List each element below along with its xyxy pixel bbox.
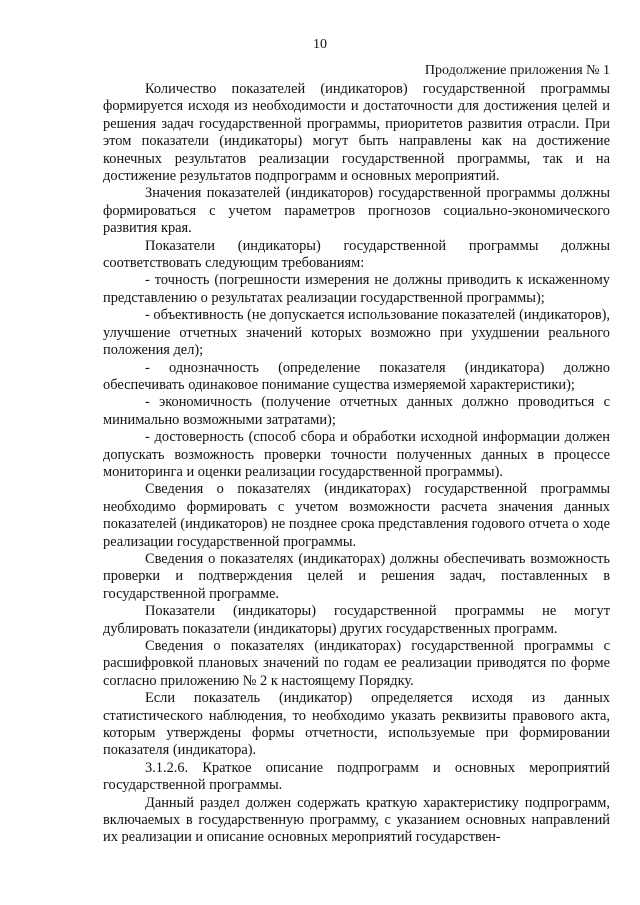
requirement-reliability: - достоверность (способ сбора и обработки исходной информации должен допускать возможность проверки точности полученных данных в процессе мониторинга и оценки реализации государственной программы). bbox=[103, 429, 610, 480]
requirement-economy: - экономичность (получение отчетных данных должно проводиться с минимально возможными затратами); bbox=[103, 394, 610, 428]
paragraph-annual-report: Сведения о показателях (индикаторах) государственной программы необходимо формировать с учетом возможности расчета значения данных показателей (индикаторов) не позднее срока представления годового отчета о ходе реализации государственной программы. bbox=[103, 481, 610, 550]
paragraph-appendix-2: Сведения о показателях (индикаторах) государственной программы с расшифровкой плановых значений по годам ее реализации приводятся по форме согласно приложению № 2 к настоящему Порядку. bbox=[103, 638, 610, 689]
requirement-unambiguity: - однозначность (определение показателя (индикатора) должно обеспечивать одинаковое понимание существа измеряемой характеристики); bbox=[103, 359, 610, 393]
requirement-objectivity: - объективность (не допускается использование показателей (индикаторов), улучшение отчетных значений которых возможно при ухудшении реального положения дел); bbox=[103, 307, 610, 359]
paragraph-indicator-values: Значения показателей (индикаторов) государственной программы должны формироваться с учетом параметров прогнозов социально-экономического развития края. bbox=[103, 185, 610, 237]
paragraph-subprogram-description: Данный раздел должен содержать краткую характеристику подпрограмм, включаемых в государственную программу, с указанием основных направлений их реализации и описание основных мероприятий государствен- bbox=[103, 794, 610, 846]
appendix-continuation-note: Продолжение приложения № 1 bbox=[424, 63, 610, 78]
paragraph-requirements-intro: Показатели (индикаторы) государственной программы должны соответствовать следующим требованиям: bbox=[103, 237, 610, 272]
paragraph-statistical-observation: Если показатель (индикатор) определяется исходя из данных статистического наблюдения, то необходимо указать реквизиты правового акта, которым утверждены формы отчетности, используемые при формировании показателя (индикатора). bbox=[103, 690, 610, 759]
page-number: 10 bbox=[313, 37, 327, 52]
paragraph-no-duplication: Показатели (индикаторы) государственной программы не могут дублировать показатели (индикаторы) других государственных программ. bbox=[103, 603, 610, 637]
requirement-accuracy: - точность (погрешности измерения не должны приводить к искаженному представлению о результатах реализации государственной программы); bbox=[103, 272, 610, 306]
paragraph-indicator-count: Количество показателей (индикаторов) государственной программы формируется исходя из необходимости и достаточности для достижения целей и решения задач государственной программы, приоритетов развития отрасли. При этом показатели (индикаторы) могут быть направлены как на достижение конечных результатов реализации государственной программы, так и на достижение результатов подпрограмм и основных мероприятий. bbox=[103, 81, 610, 185]
section-heading-3-1-2-6: 3.1.2.6. Краткое описание подпрограмм и основных мероприятий государственной программы. bbox=[103, 759, 610, 794]
document-body bbox=[103, 81, 610, 847]
paragraph-verification: Сведения о показателях (индикаторах) должны обеспечивать возможность проверки и подтверждения целей и решения задач, поставленных в государственной программе. bbox=[103, 550, 610, 602]
